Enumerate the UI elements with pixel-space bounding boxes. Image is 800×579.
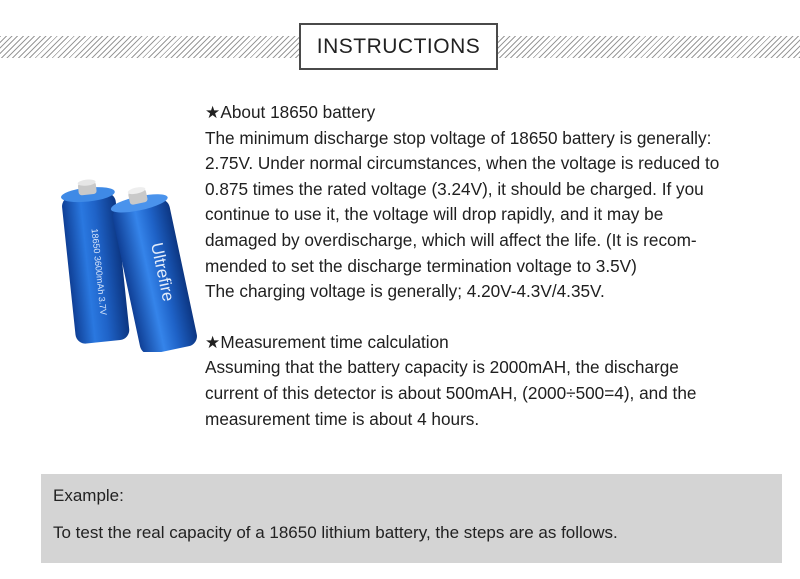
battery-image xyxy=(52,172,202,352)
battery-spec-text: 18650 3600mAh 3.7V xyxy=(89,228,109,316)
hatch-decoration-left xyxy=(0,36,299,58)
paragraph-line: The minimum discharge stop voltage of 18650 battery is generally: xyxy=(205,127,712,148)
paragraph-line: damaged by overdischarge, which will affect the life. (It is recom- xyxy=(205,229,697,250)
paragraph-line: 0.875 times the rated voltage (3.24V), it should be charged. If you xyxy=(205,178,704,199)
title-box xyxy=(299,23,498,70)
page-title: INSTRUCTIONS xyxy=(316,34,481,58)
hatch-decoration-right xyxy=(498,36,800,58)
section-heading-measurement: ★Measurement time calculation xyxy=(205,331,449,352)
example-box xyxy=(41,474,782,563)
battery-brand-text: Ultrefire xyxy=(147,240,179,304)
paragraph-line: The charging voltage is generally; 4.20V-4.3V/4.35V. xyxy=(205,281,605,302)
section-heading-battery: ★About 18650 battery xyxy=(205,102,376,122)
example-text: To test the real capacity of a 18650 lithium battery, the steps are as follows. xyxy=(53,523,618,542)
paragraph-line: mended to set the discharge termination voltage to 3.5V) xyxy=(205,255,637,276)
battery-illustration xyxy=(52,172,202,352)
instructions-content xyxy=(205,100,785,432)
paragraph-line: measurement time is about 4 hours. xyxy=(205,408,480,429)
paragraph-line: current of this detector is about 500mAH, (2000÷500=4), and the xyxy=(205,382,697,403)
paragraph-line: Assuming that the battery capacity is 2000mAH, the discharge xyxy=(205,357,679,378)
example-label: Example: xyxy=(53,486,124,505)
paragraph-line: 2.75V. Under normal circumstances, when the voltage is reduced to xyxy=(205,153,720,174)
paragraph-line: continue to use it, the voltage will drop rapidly, and it may be xyxy=(205,204,664,225)
battery-back xyxy=(59,177,130,345)
